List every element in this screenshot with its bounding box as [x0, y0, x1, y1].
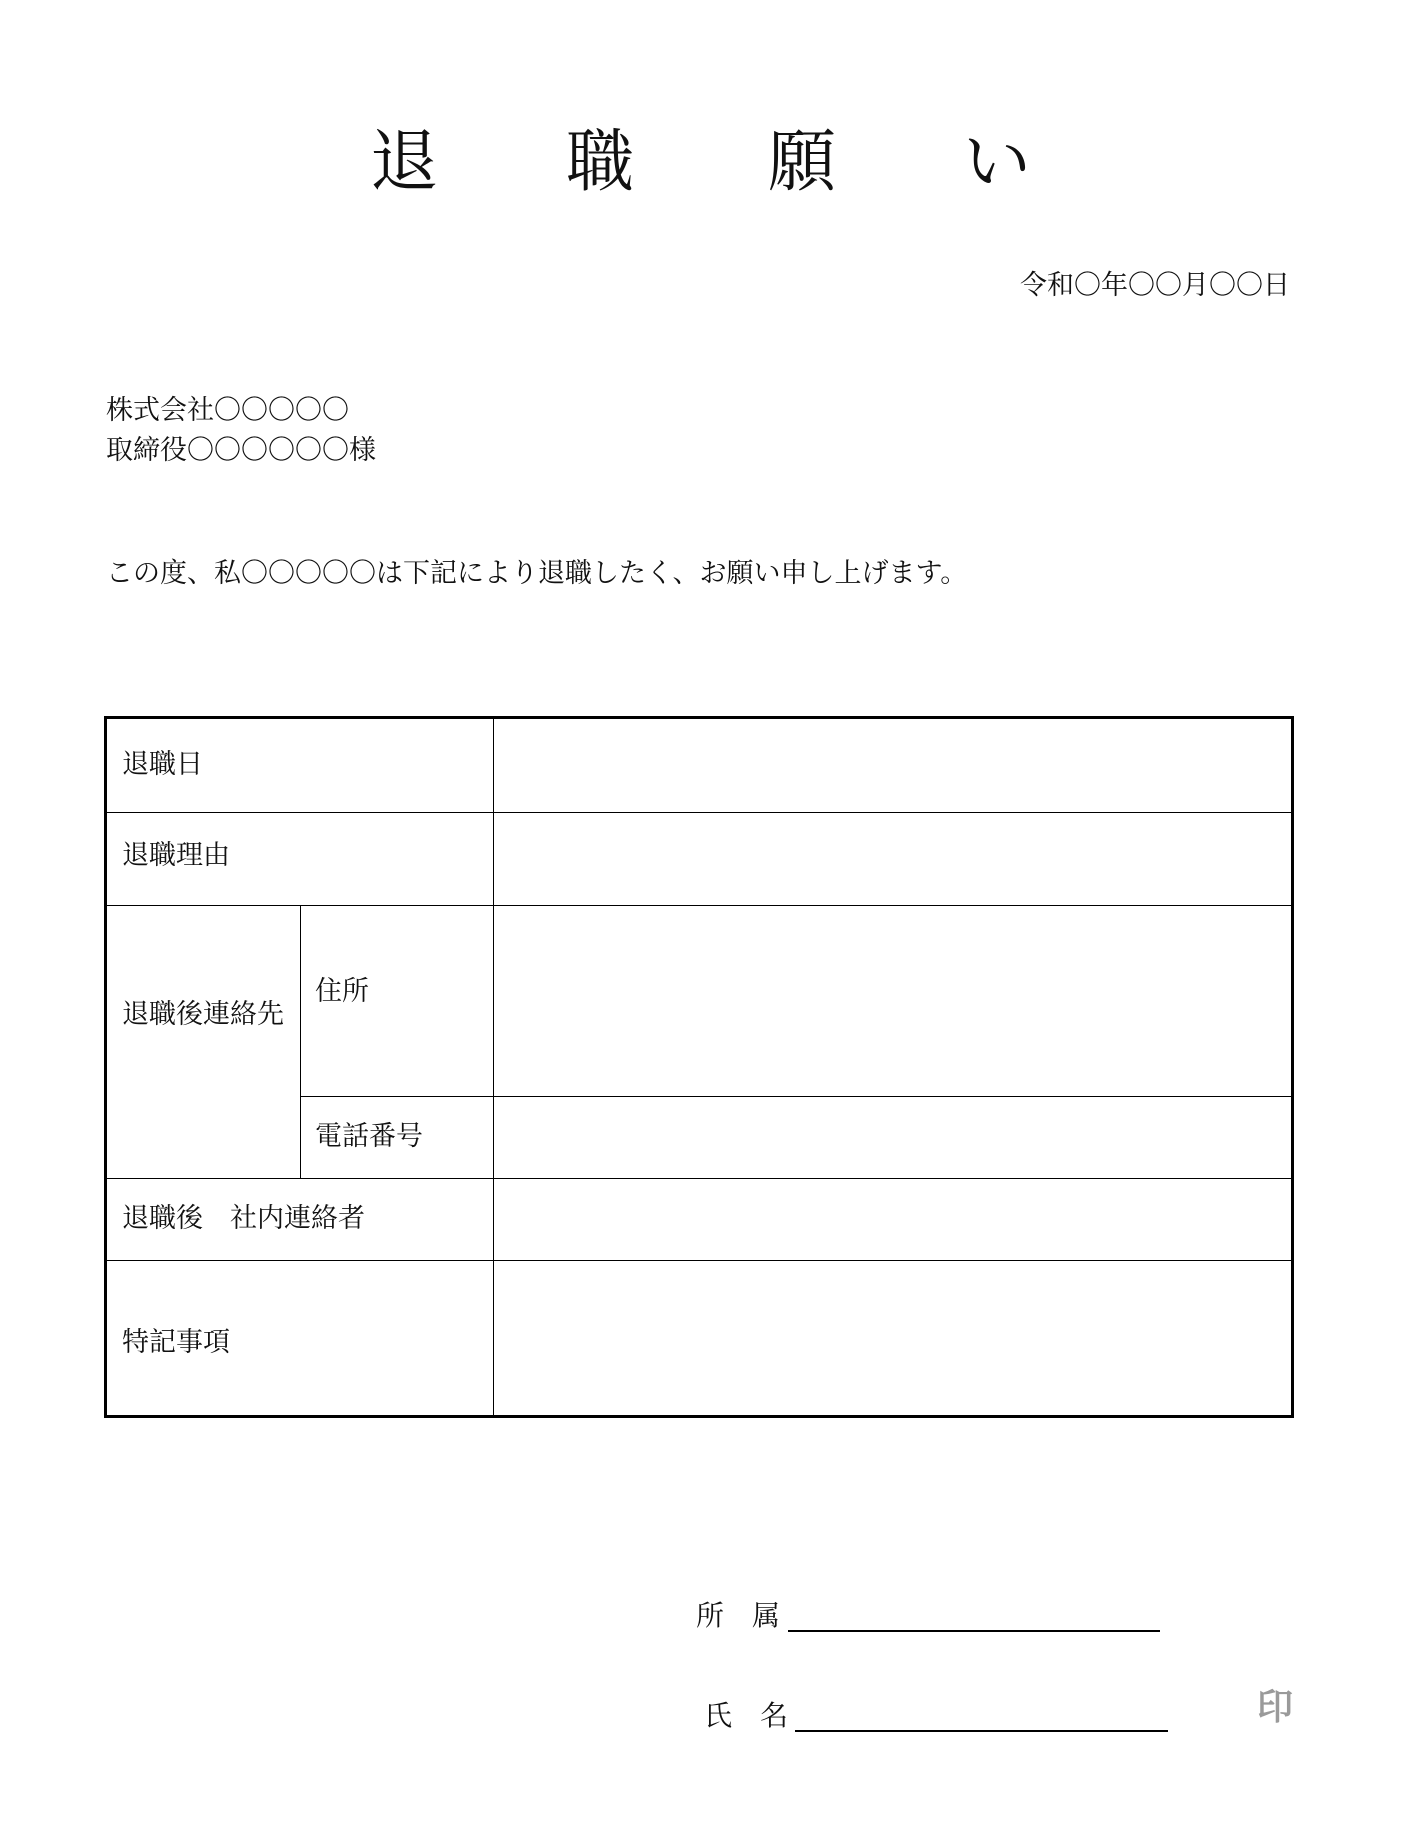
company-name: 株式会社〇〇〇〇〇 [106, 395, 349, 426]
retirement-reason-label: 退職理由 [122, 840, 230, 871]
document-date: 令和〇年〇〇月〇〇日 [1020, 270, 1290, 301]
address-label: 住所 [315, 976, 369, 1007]
retirement-date-label: 退職日 [122, 749, 203, 780]
seal-mark: 印 [1257, 1687, 1294, 1728]
recipient-name: 取締役〇〇〇〇〇〇様 [106, 435, 376, 466]
resignation-statement: この度、私〇〇〇〇〇は下記により退職したく、お願い申し上げます。 [106, 558, 968, 589]
table-divider-main [493, 719, 494, 1415]
name-underline [795, 1730, 1168, 1732]
name-label: 氏 名 [704, 1699, 789, 1732]
notes-label: 特記事項 [122, 1327, 230, 1358]
table-row-divider [107, 812, 1291, 813]
affiliation-underline [788, 1630, 1160, 1632]
addressee-block [106, 391, 376, 471]
table-divider-contact [300, 906, 301, 1178]
affiliation-label: 所 属 [696, 1599, 781, 1632]
title-char-3: 願 [767, 123, 836, 202]
document-title [0, 118, 1409, 208]
title-char-1: 退 [369, 123, 438, 202]
phone-label: 電話番号 [315, 1121, 423, 1152]
table-row-divider [107, 1178, 1291, 1179]
table-row-divider [107, 1260, 1291, 1261]
title-char-2: 職 [565, 123, 634, 202]
table-row-divider [107, 905, 1291, 906]
title-char-4: い [962, 123, 1031, 202]
resignation-details-table [104, 716, 1294, 1418]
internal-contact-label: 退職後 社内連絡者 [122, 1203, 365, 1234]
table-row-divider [300, 1096, 1291, 1097]
post-retirement-contact-label: 退職後連絡先 [122, 999, 284, 1030]
